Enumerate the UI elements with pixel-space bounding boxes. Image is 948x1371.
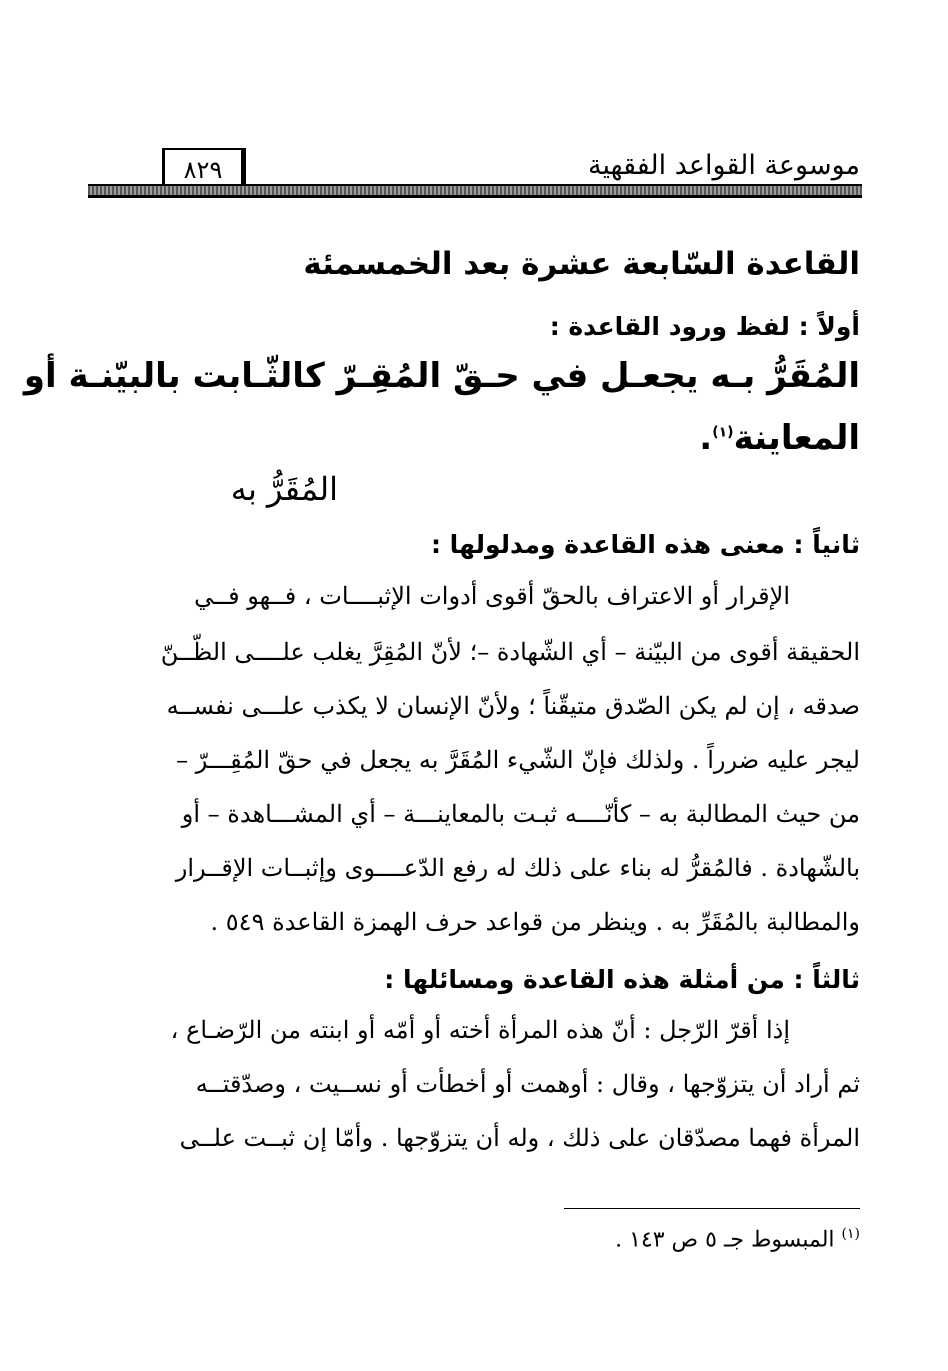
page-number: ٨٢٩ [162, 148, 246, 188]
body-line: إذا أقرّ الرّجل : أنّ هذه المرأة أخته أو أمّه أو ابنته من الرّضـاع ، [170, 1016, 790, 1044]
body-line: بالشّهادة . فالمُقرُّ له بناء على ذلك له رفع الدّعــــوى وإثبــات الإقــرار [175, 854, 860, 882]
section-heading-meaning: ثانياً : معنى هذه القاعدة ومدلولها : [430, 530, 860, 559]
rule-text-word: المعاينة [733, 418, 860, 458]
footnote [615, 1226, 860, 1252]
body-line: ليجر عليه ضرراً . ولذلك فإنّ الشّيء المُقَرَّ به يجعل في حقّ المُقِـــرّ – [176, 746, 860, 774]
body-line: ثم أراد أن يتزوّجها ، وقال : أوهمت أو أخطأت أو نســيت ، وصدّقتــه [195, 1070, 860, 1098]
body-line: والمطالبة بالمُقَرِّ به . وينظر من قواعد حرف الهمزة القاعدة ٥٤٩ . [210, 908, 860, 936]
footnote-separator [564, 1208, 860, 1209]
footnote-reference: (١) [712, 424, 734, 441]
section-heading-examples: ثالثاً : من أمثلة هذه القاعدة ومسائلها : [384, 965, 860, 994]
rule-text-line-1: المُقَرُّ بـه يجعـل في حـقّ المُقِـرّ كالثّـابت بالبيّنـة أو [23, 356, 860, 396]
footnote-text: المبسوط جـ ٥ ص ١٤٣ . [615, 1227, 835, 1253]
rule-text-period: . [699, 418, 713, 458]
section-heading-wording: أولاً : لفظ ورود القاعدة : [549, 312, 860, 341]
running-title: موسوعة القواعد الفقهية [588, 150, 860, 181]
headword: المُقَرُّ به [230, 470, 338, 508]
rule-text-line-2 [699, 418, 860, 458]
header-rule [88, 184, 862, 198]
body-line: من حيث المطالبة به – كأنّــــه ثبـت بالمعاينـــة – أي المشـــاهدة – أو [181, 800, 860, 828]
body-line: صدقه ، إن لم يكن الصّدق متيقّناً ؛ ولأنّ الإنسان لا يكذب علـــى نفســه [166, 692, 860, 720]
body-line: الإقرار أو الاعتراف بالحقّ أقوى أدوات الإثبــــات ، فــهو فــي [194, 582, 790, 610]
body-line: المرأة فهما مصدّقان على ذلك ، وله أن يتزوّجها . وأمّا إن ثبــت علــى [179, 1124, 860, 1152]
footnote-marker: (١) [841, 1226, 860, 1242]
body-line: الحقيقة أقوى من البيّنة – أي الشّهادة –؛ لأنّ المُقِرَّ يغلب علــــى الظّــنّ [160, 638, 860, 666]
rule-title: القاعدة السّابعة عشرة بعد الخمسمئة [303, 246, 860, 282]
